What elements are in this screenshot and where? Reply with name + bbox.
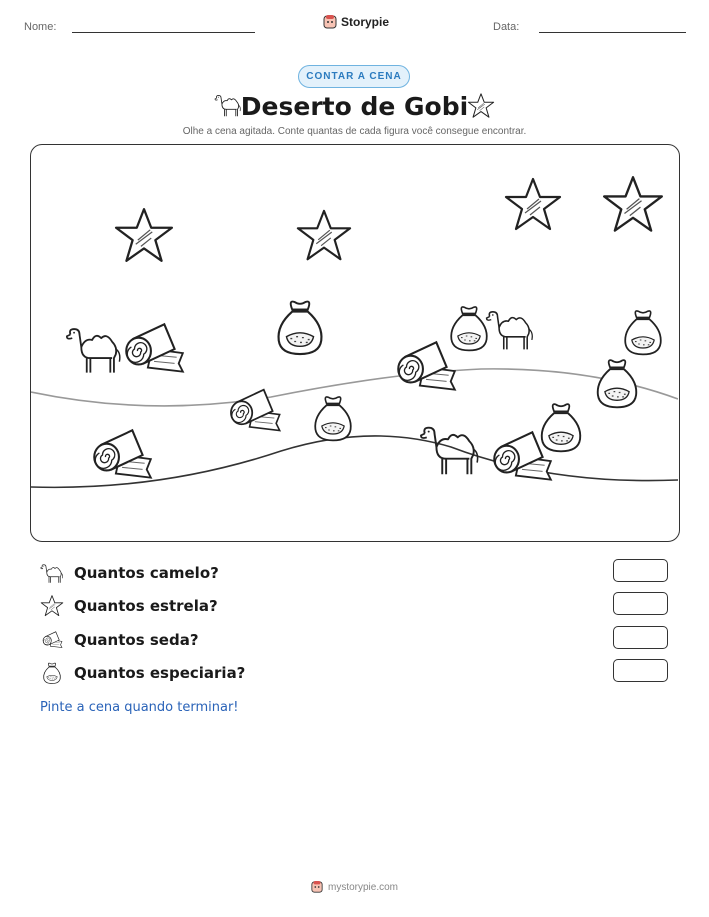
star-icon bbox=[40, 594, 64, 618]
silk-roll-4 bbox=[94, 430, 151, 477]
question-spice bbox=[40, 660, 680, 686]
star-3 bbox=[506, 179, 560, 229]
spice-bag-5 bbox=[315, 397, 351, 440]
silk-roll-icon bbox=[40, 628, 64, 652]
question-text: Quantos seda? bbox=[74, 631, 199, 649]
question-text: Quantos camelo? bbox=[74, 564, 219, 582]
star-1 bbox=[116, 209, 172, 261]
answer-box-star[interactable] bbox=[613, 592, 668, 615]
star-4 bbox=[604, 177, 662, 230]
spice-bag-1 bbox=[279, 302, 322, 355]
question-text: Quantos especiaria? bbox=[74, 664, 246, 682]
camel-2 bbox=[487, 312, 533, 350]
spice-bag-icon bbox=[40, 661, 64, 685]
silk-roll-3 bbox=[231, 390, 280, 431]
logo-text: Storypie bbox=[341, 15, 390, 29]
question-camel bbox=[40, 560, 680, 586]
spice-bag-4 bbox=[598, 360, 637, 407]
camel-1 bbox=[67, 329, 120, 373]
star-2 bbox=[298, 211, 350, 259]
storypie-mascot-icon bbox=[323, 14, 337, 30]
storypie-logo bbox=[323, 14, 389, 30]
scene-drawing bbox=[31, 145, 678, 540]
spice-bag-3 bbox=[625, 311, 661, 354]
silk-roll-2 bbox=[398, 342, 455, 389]
question-text: Quantos estrela? bbox=[74, 597, 218, 615]
answer-box-silk[interactable] bbox=[613, 626, 668, 649]
name-line[interactable] bbox=[72, 32, 255, 33]
silk-roll-1 bbox=[126, 324, 183, 371]
question-silk bbox=[40, 627, 680, 653]
spice-bag-2 bbox=[451, 307, 487, 350]
counting-scene bbox=[30, 144, 680, 542]
question-star bbox=[40, 593, 680, 619]
camel-3 bbox=[421, 428, 478, 475]
footer-url[interactable]: mystorypie.com bbox=[327, 881, 398, 893]
answer-box-camel[interactable] bbox=[613, 559, 668, 582]
page-title: Deserto de Gobi bbox=[240, 92, 469, 121]
answer-box-spice[interactable] bbox=[613, 659, 668, 682]
date-label: Data: bbox=[493, 21, 520, 33]
star-icon bbox=[466, 92, 496, 120]
storypie-mascot-icon bbox=[311, 880, 323, 894]
coloring-note: Pinte a cena quando terminar! bbox=[40, 700, 239, 715]
activity-badge: CONTAR A CENA bbox=[298, 65, 410, 88]
dune-back-line bbox=[31, 369, 678, 406]
footer bbox=[0, 880, 709, 894]
spice-bag-6 bbox=[542, 404, 581, 451]
name-label: Nome: bbox=[24, 21, 57, 33]
date-line[interactable] bbox=[539, 32, 686, 33]
instructions: Olhe a cena agitada. Conte quantas de cada figura você consegue encontrar. bbox=[182, 126, 527, 137]
camel-icon bbox=[40, 561, 64, 585]
